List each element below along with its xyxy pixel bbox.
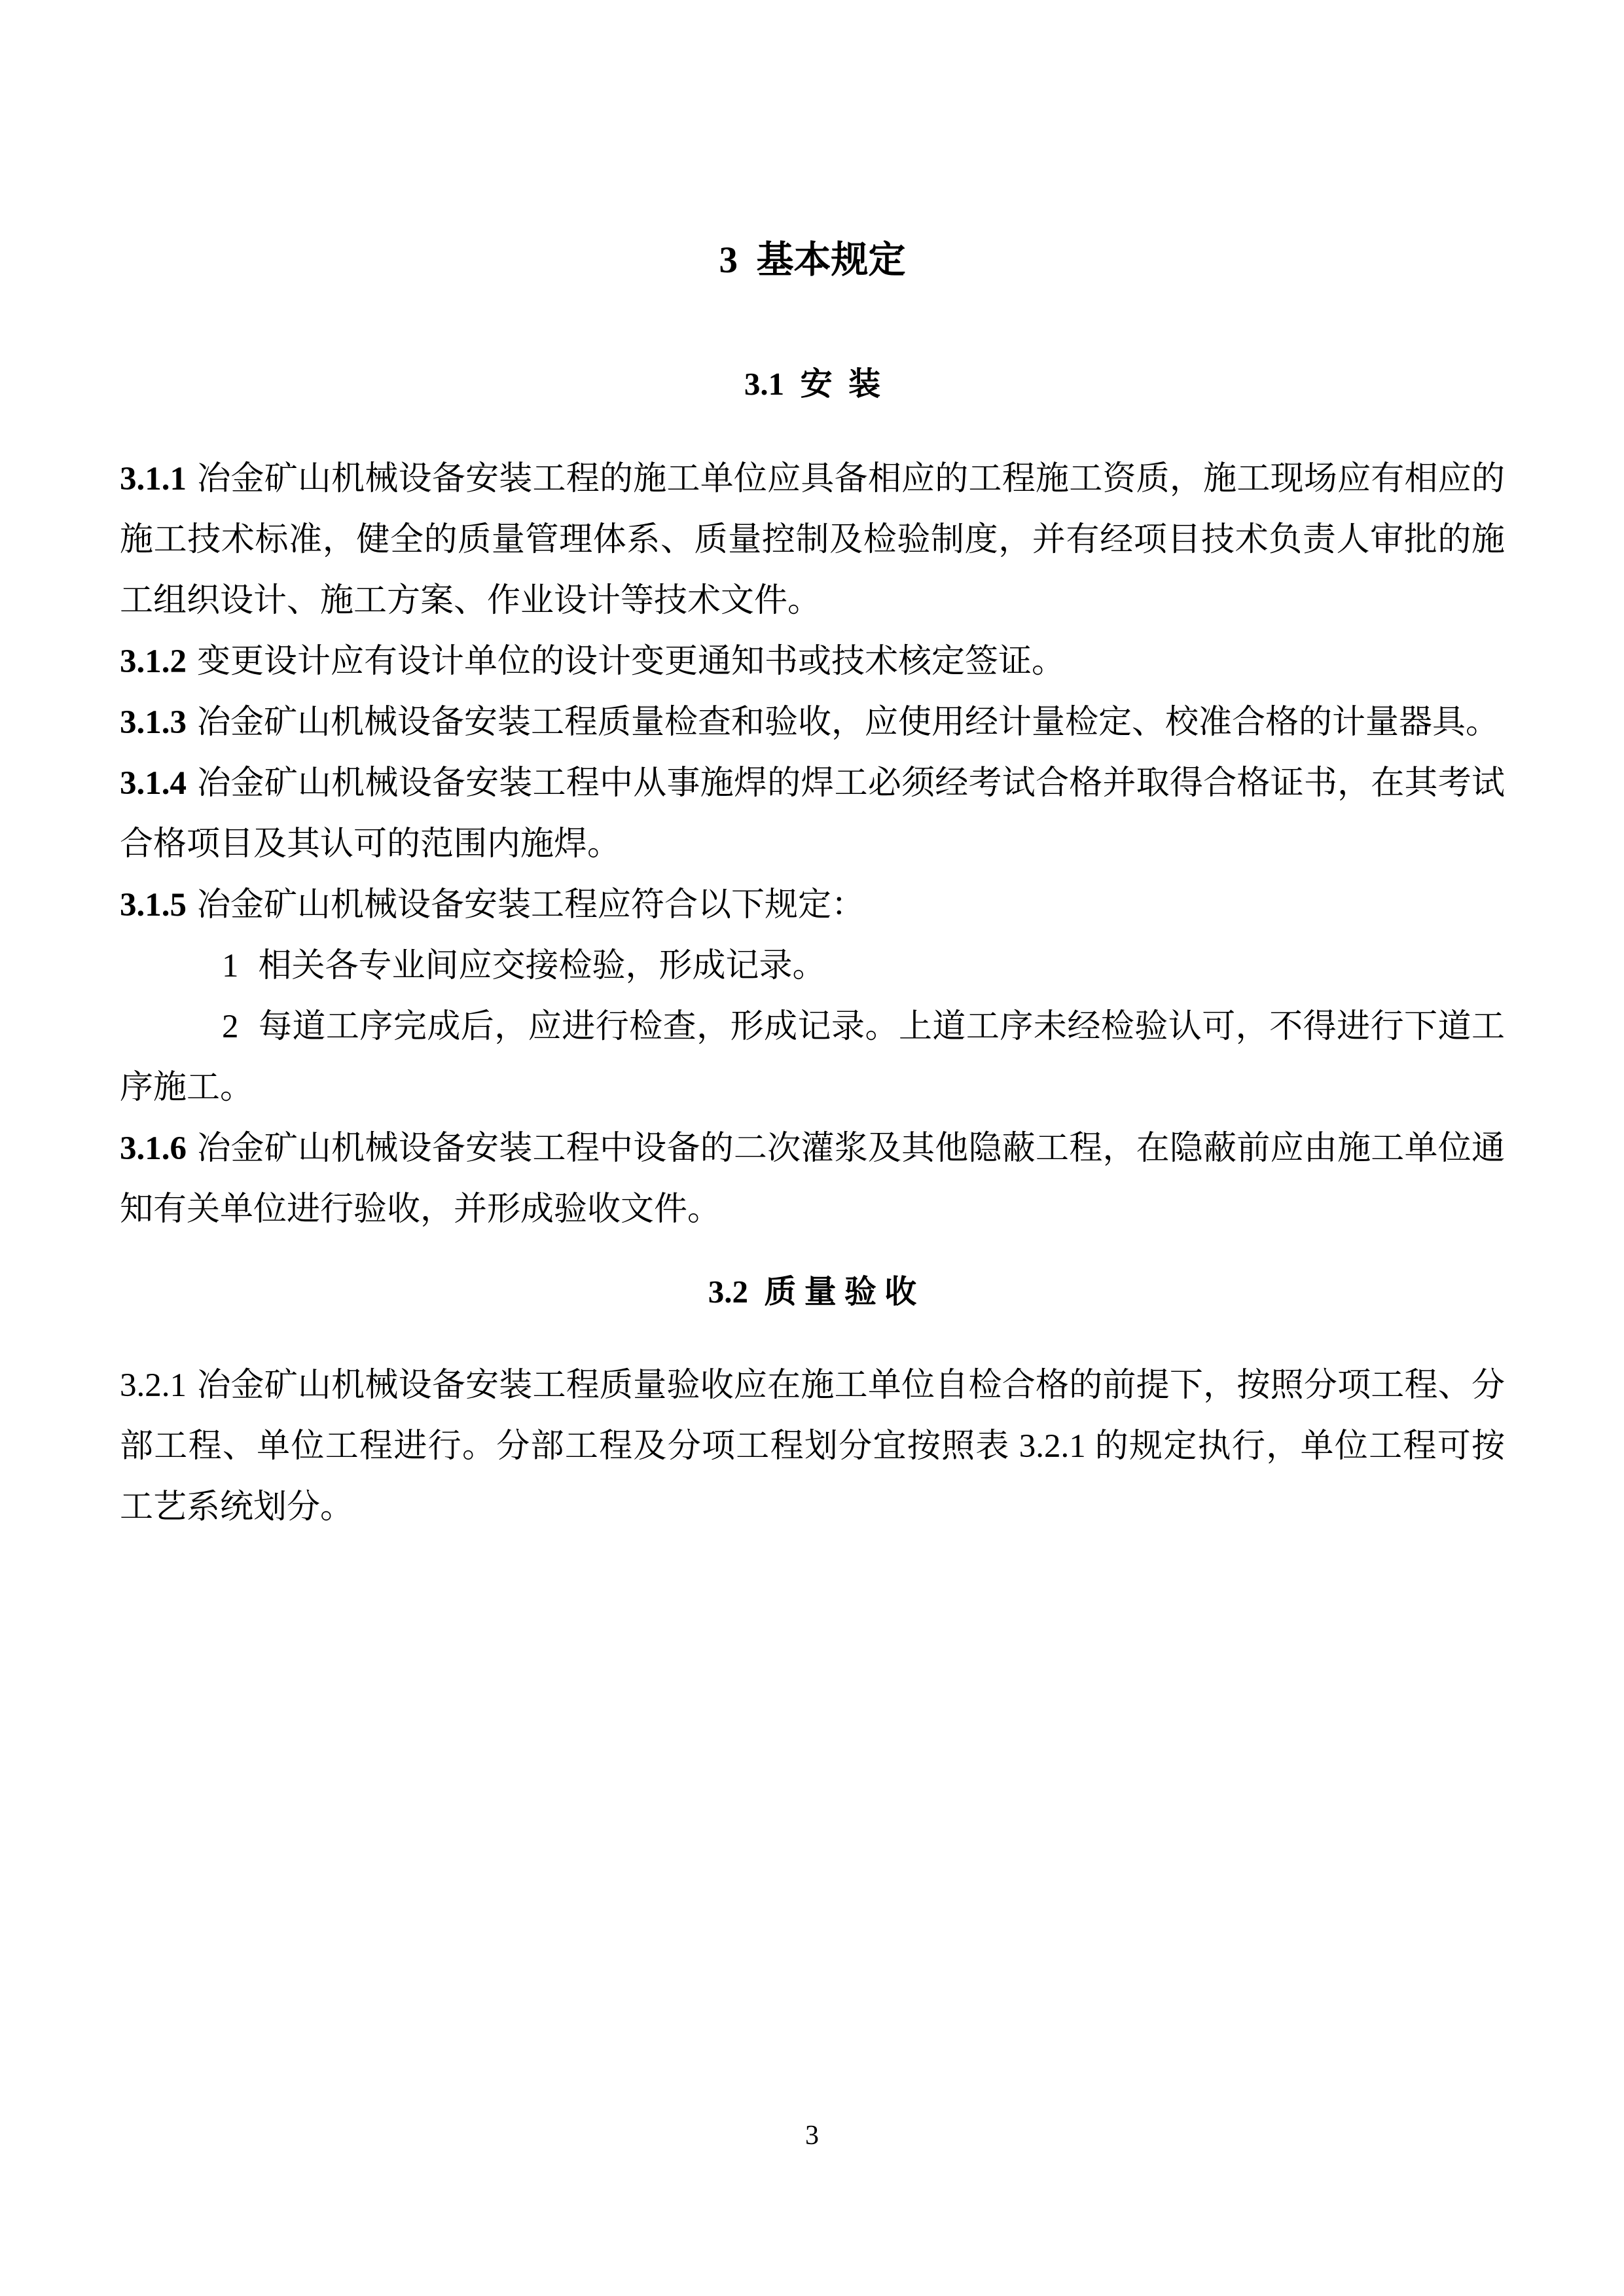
section-3-2-heading: 3.2 质 量 验 收	[708, 1274, 917, 1310]
clause-number: 3.1.6	[120, 1130, 187, 1167]
clause-3-1-3	[120, 692, 1505, 753]
list-item-number: 1	[222, 948, 239, 984]
page-number: 3	[805, 2121, 819, 2151]
clause-3-1-4	[120, 753, 1505, 875]
clause-text: 冶金矿山机械设备安装工程中从事施焊的焊工必须经考试合格并取得合格证书，在其考试合格项目及其认可的范围内施焊。	[120, 765, 1505, 863]
section-3-1-heading: 3.1 安 装	[744, 366, 881, 402]
section-3-2-body	[120, 1355, 1505, 1538]
clause-3-2-1	[120, 1355, 1505, 1538]
clause-text: 冶金矿山机械设备安装工程中设备的二次灌浆及其他隐蔽工程，在隐蔽前应由施工单位通知有关单位进行验收，并形成验收文件。	[120, 1130, 1505, 1228]
clause-3-1-2	[120, 632, 1505, 692]
list-item-number: 2	[222, 1009, 239, 1045]
section-3-1-body	[120, 449, 1505, 1240]
clause-number: 3.2.1	[120, 1367, 187, 1404]
clause-3-1-1	[120, 449, 1505, 632]
clause-text: 冶金矿山机械设备安装工程的施工单位应具备相应的工程施工资质，施工现场应有相应的施工技术标准，健全的质量管理体系、质量控制及检验制度，并有经项目技术负责人审批的施工组织设计、施工方案、作业设计等技术文件。	[120, 461, 1505, 619]
list-item-2	[120, 997, 1505, 1119]
clause-number: 3.1.2	[120, 643, 187, 680]
clause-number: 3.1.5	[120, 887, 187, 924]
clause-text: 冶金矿山机械设备安装工程质量检查和验收，应使用经计量检定、校准合格的计量器具。	[197, 704, 1500, 741]
clause-3-1-6	[120, 1119, 1505, 1240]
clause-text: 冶金矿山机械设备安装工程质量验收应在施工单位自检合格的前提下，按照分项工程、分部工程、单位工程进行。分部工程及分项工程划分宜按照表 3.2.1 的规定执行，单位工程可按工艺系统划分。	[120, 1367, 1505, 1526]
clause-number: 3.1.4	[120, 765, 187, 802]
clause-3-1-5	[120, 875, 1505, 936]
list-item-1	[120, 936, 1505, 997]
page-content	[120, 0, 1505, 1538]
clause-text: 变更设计应有设计单位的设计变更通知书或技术核定签证。	[197, 643, 1066, 680]
list-item-text: 每道工序完成后，应进行检查，形成记录。上道工序未经检验认可，不得进行下道工序施工。	[120, 1009, 1505, 1106]
clause-text: 冶金矿山机械设备安装工程应符合以下规定：	[197, 887, 865, 924]
clause-number: 3.1.1	[120, 461, 187, 497]
list-item-text: 相关各专业间应交接检验，形成记录。	[258, 948, 826, 984]
chapter-title: 3 基本规定	[719, 240, 906, 281]
clause-number: 3.1.3	[120, 704, 187, 741]
